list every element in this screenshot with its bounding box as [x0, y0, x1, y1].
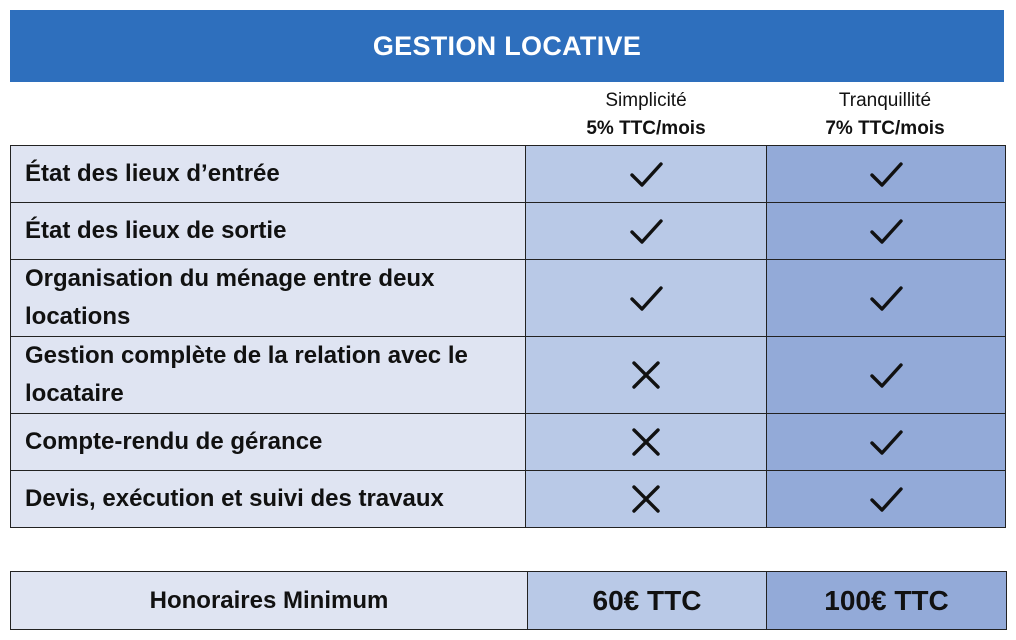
- simplicite-cell: [526, 337, 767, 414]
- plan-price: 5% TTC/mois: [586, 118, 706, 139]
- table-row: [11, 471, 1006, 528]
- table-row: [11, 337, 1006, 414]
- check-icon: [626, 278, 666, 318]
- features-table: [10, 145, 1006, 528]
- check-icon: [866, 154, 906, 194]
- feature-label: Gestion complète de la relation avec le locataire: [11, 337, 526, 414]
- check-icon: [866, 278, 906, 318]
- plan-price: 7% TTC/mois: [825, 118, 945, 139]
- table-row: [11, 572, 1007, 630]
- cross-icon: [626, 479, 666, 519]
- table-row: [11, 203, 1006, 260]
- check-icon: [626, 211, 666, 251]
- check-icon: [866, 211, 906, 251]
- simplicite-cell: [526, 203, 767, 260]
- plan-name: Tranquillité: [838, 90, 932, 111]
- fee-tranquillite: 100€ TTC: [767, 572, 1007, 630]
- tranquillite-cell: [767, 414, 1006, 471]
- feature-label: Devis, exécution et suivi des travaux: [11, 471, 526, 528]
- tranquillite-cell: [767, 260, 1006, 337]
- cross-icon: [626, 422, 666, 462]
- table-row: [11, 414, 1006, 471]
- table-row: [11, 146, 1006, 203]
- feature-label: Compte-rendu de gérance: [11, 414, 526, 471]
- page-title: GESTION LOCATIVE: [10, 10, 1004, 82]
- cross-icon: [626, 355, 666, 395]
- plan-header-simplicite: [526, 86, 766, 144]
- check-icon: [866, 355, 906, 395]
- fees-table: [10, 571, 1007, 630]
- check-icon: [866, 422, 906, 462]
- tranquillite-cell: [767, 471, 1006, 528]
- plan-name: Simplicité: [605, 90, 687, 111]
- tranquillite-cell: [767, 203, 1006, 260]
- simplicite-cell: [526, 414, 767, 471]
- tranquillite-cell: [767, 146, 1006, 203]
- check-icon: [626, 154, 666, 194]
- feature-label: État des lieux d’entrée: [11, 146, 526, 203]
- tranquillite-cell: [767, 337, 1006, 414]
- fees-label: Honoraires Minimum: [11, 572, 528, 630]
- plan-header-tranquillite: [766, 86, 1004, 144]
- simplicite-cell: [526, 471, 767, 528]
- feature-label: Organisation du ménage entre deux locations: [11, 260, 526, 337]
- feature-label: État des lieux de sortie: [11, 203, 526, 260]
- simplicite-cell: [526, 260, 767, 337]
- fee-simplicite: 60€ TTC: [528, 572, 767, 630]
- table-row: [11, 260, 1006, 337]
- simplicite-cell: [526, 146, 767, 203]
- check-icon: [866, 479, 906, 519]
